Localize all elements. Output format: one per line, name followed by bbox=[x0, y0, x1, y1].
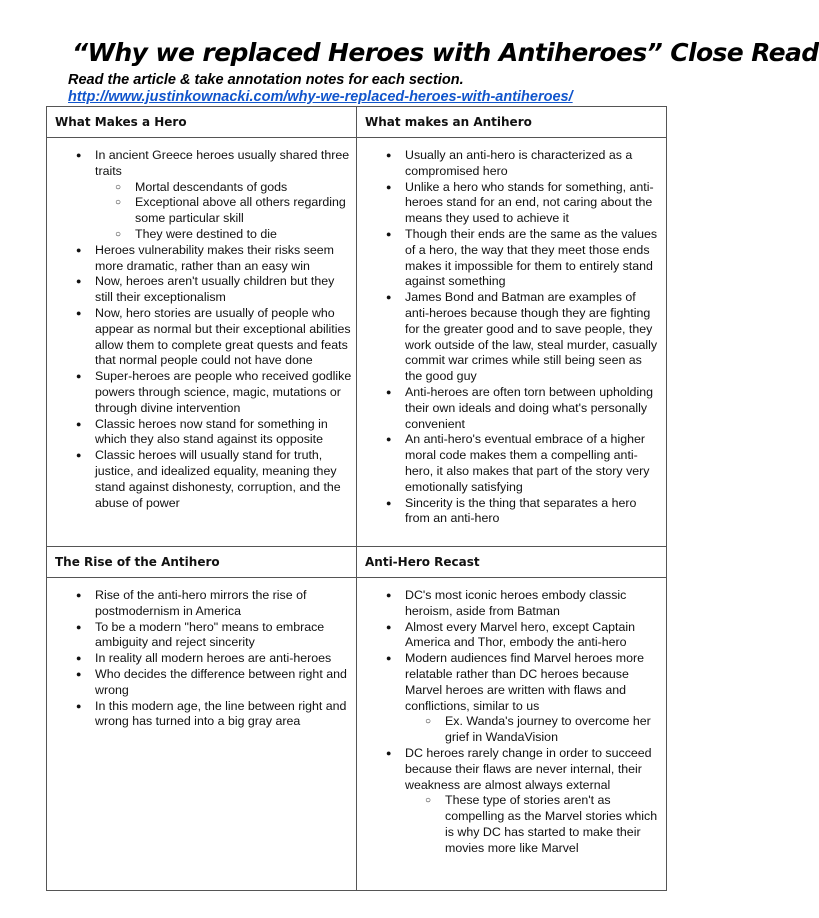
sub-bullet-list bbox=[405, 793, 662, 856]
bullet-item bbox=[47, 243, 352, 275]
bullet-text: In this modern age, the line between right and wrong has turned into a big gray area bbox=[95, 698, 347, 729]
article-link[interactable]: http://www.justinkownacki.com/why-we-replaced-heroes-with-antiheroes/ bbox=[68, 89, 573, 105]
bullet-list bbox=[357, 588, 662, 857]
bullet-text: An anti-hero's eventual embrace of a higher moral code makes them a compelling anti-hero, it also makes that part of the story very emotionally satisfying bbox=[405, 432, 650, 494]
bullet-item bbox=[357, 746, 662, 857]
bullet-text: Classic heroes will usually stand for truth, justice, and idealized equality, meaning they stand against dishonesty, corruption, and the abuse of power bbox=[95, 448, 341, 510]
bullet-item bbox=[357, 290, 662, 385]
bullet-item bbox=[47, 651, 352, 667]
bullet-text: To be a modern "hero" means to embrace ambiguity and reject sincerity bbox=[95, 619, 325, 650]
bullet-text: Usually an anti-hero is characterized as a compromised hero bbox=[405, 148, 633, 178]
bullet-text: James Bond and Batman are examples of anti-heroes because though they are fighting for the greater good and to save people, they work outside of the law, steal murder, casually commit war crimes while still being seen as the good guy bbox=[405, 290, 658, 384]
bullet-list bbox=[47, 148, 352, 511]
bullet-item bbox=[47, 274, 352, 306]
bullet-text: Almost every Marvel hero, except Captain America and Thor, embody the anti-hero bbox=[405, 619, 636, 650]
bullet-text: Sincerity is the thing that separates a hero from an anti-hero bbox=[405, 495, 637, 526]
bullet-text: In reality all modern heroes are anti-heroes bbox=[95, 651, 332, 666]
section-body-what-makes-an-antihero bbox=[357, 138, 667, 547]
bullet-text: Though their ends are the same as the values of a hero, the way that they meet those ends makes it impossible for them to entirely stand against something bbox=[405, 226, 658, 289]
document-title: “Why we replaced Heroes with Antiheroes” Close Read bbox=[72, 38, 819, 67]
section-body-what-makes-a-hero bbox=[47, 138, 357, 547]
sub-bullet-item: ○ Ex. Wanda's journey to overcome her grief in WandaVision bbox=[405, 714, 662, 746]
sub-bullet-item: ○ They were destined to die bbox=[95, 227, 352, 243]
section-heading-rise-of-the-antihero: The Rise of the Antihero bbox=[47, 547, 357, 578]
sub-bullet-list bbox=[405, 714, 662, 746]
header-row-1 bbox=[47, 107, 667, 138]
bullet-item bbox=[357, 588, 662, 620]
bullet-item bbox=[357, 148, 662, 180]
bullet-text: DC heroes rarely change in order to succeed because their flaws are never internal, their weakness are almost always external bbox=[405, 745, 652, 792]
bullet-text: Rise of the anti-hero mirrors the rise of postmodernism in America bbox=[95, 588, 307, 618]
instructions-text: Read the article & take annotation notes for each section. bbox=[68, 72, 464, 88]
bullet-item bbox=[357, 651, 662, 746]
section-heading-what-makes-a-hero: What Makes a Hero bbox=[47, 107, 357, 138]
bullet-item bbox=[47, 620, 352, 652]
bullet-item bbox=[357, 180, 662, 227]
header-row-2 bbox=[47, 547, 667, 578]
bullet-item bbox=[47, 148, 352, 243]
bullet-item bbox=[357, 385, 662, 432]
bullet-text: Modern audiences find Marvel heroes more relatable rather than DC heroes because Marvel heroes are written with flaws and conflictions, similar to us bbox=[405, 651, 644, 713]
bullet-text: Classic heroes now stand for something in which they also stand against its opposite bbox=[95, 416, 328, 447]
notes-row-2 bbox=[47, 578, 667, 891]
bullet-item bbox=[47, 369, 352, 416]
bullet-text: Heroes vulnerability makes their risks seem more dramatic, rather than an easy win bbox=[95, 242, 334, 273]
section-body-anti-hero-recast bbox=[357, 578, 667, 891]
bullet-item bbox=[47, 667, 352, 699]
bullet-item bbox=[357, 496, 662, 528]
bullet-list bbox=[47, 588, 352, 730]
bullet-item bbox=[357, 432, 662, 495]
bullet-item bbox=[47, 699, 352, 731]
sub-bullet-list bbox=[95, 180, 352, 243]
section-heading-anti-hero-recast: Anti-Hero Recast bbox=[357, 547, 667, 578]
bullet-text: Anti-heroes are often torn between upholding their own ideals and doing what's personally convenient bbox=[405, 384, 653, 431]
section-heading-what-makes-an-antihero: What makes an Antihero bbox=[357, 107, 667, 138]
sub-bullet-item: ○ These type of stories aren't as compelling as the Marvel stories which is why DC has started to make their movies more like Marvel bbox=[405, 793, 662, 856]
notes-row-1 bbox=[47, 138, 667, 547]
sub-bullet-item: ○ Exceptional above all others regarding some particular skill bbox=[95, 195, 352, 227]
bullet-text: Unlike a hero who stands for something, anti-heroes stand for an end, not caring about the means they used to achieve it bbox=[405, 179, 654, 226]
bullet-item bbox=[357, 227, 662, 290]
notes-table bbox=[46, 106, 667, 891]
sub-bullet-item: ○ Mortal descendants of gods bbox=[95, 180, 352, 196]
bullet-item bbox=[47, 588, 352, 620]
bullet-list bbox=[357, 148, 662, 527]
bullet-text: Now, hero stories are usually of people who appear as normal but their exceptional abilities allow them to complete great quests and feats that normal people could not have done bbox=[95, 305, 351, 368]
bullet-text: Now, heroes aren't usually children but they still their exceptionalism bbox=[95, 274, 335, 305]
bullet-item bbox=[47, 448, 352, 511]
bullet-item bbox=[47, 417, 352, 449]
section-body-rise-of-the-antihero bbox=[47, 578, 357, 891]
bullet-text: In ancient Greece heroes usually shared three traits bbox=[95, 148, 350, 178]
bullet-text: Super-heroes are people who received godlike powers through science, magic, mutations or through divine intervention bbox=[95, 369, 352, 415]
bullet-text: Who decides the difference between right and wrong bbox=[95, 666, 347, 697]
bullet-item bbox=[47, 306, 352, 369]
bullet-text: DC's most iconic heroes embody classic heroism, aside from Batman bbox=[405, 588, 627, 618]
bullet-item bbox=[357, 620, 662, 652]
